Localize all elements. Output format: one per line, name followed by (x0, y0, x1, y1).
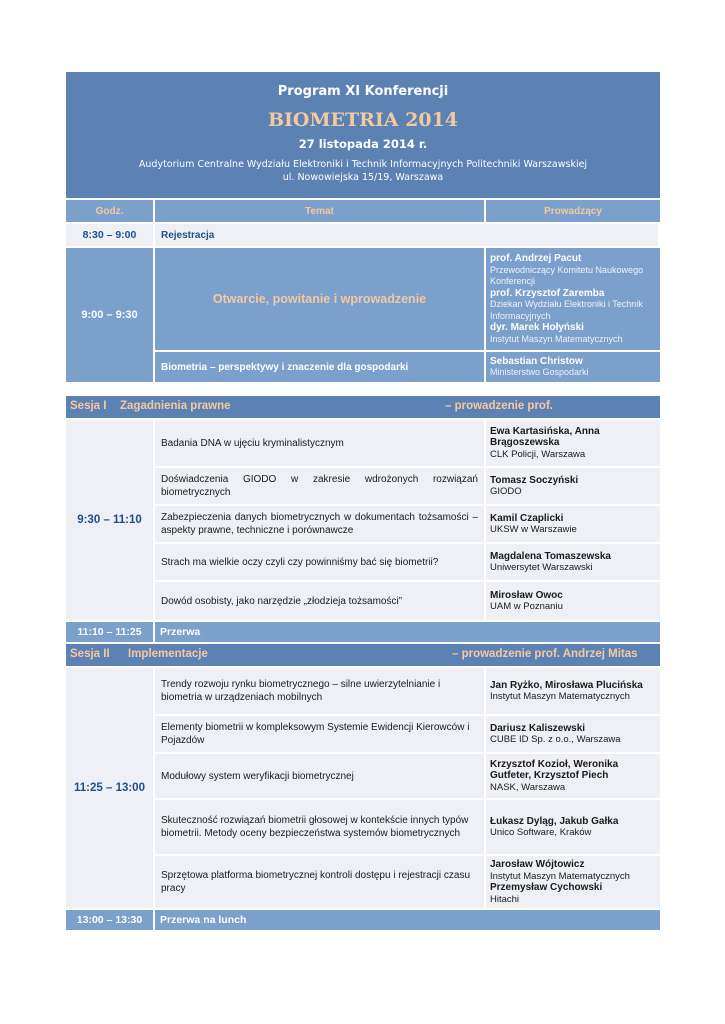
speaker-name: Jarosław Wójtowicz (490, 859, 585, 870)
opening-talk-row (66, 350, 660, 382)
session-1-moderator: – prowadzenie prof. (445, 400, 553, 412)
talk-topic: Badania DNA w ujęciu kryminalistycznym (155, 418, 486, 466)
talk-speaker (486, 580, 660, 620)
talk-speaker (486, 418, 660, 466)
talk-speaker (486, 798, 660, 854)
session-1-time: 9:30 – 11:10 (66, 418, 155, 620)
talk-speaker (486, 504, 660, 542)
talk-topic: Elementy biometrii w kompleksowym Systemie Ewidencji Kierowców i Pojazdów (155, 714, 486, 752)
schedule-table-part-3 (66, 666, 660, 930)
column-header-speaker: Prowadzący (486, 200, 660, 222)
table-row (66, 504, 660, 542)
speaker-affiliation: Instytut Maszyn Matematycznych (490, 691, 630, 702)
speaker-name: dyr. Marek Hołyński (490, 322, 584, 333)
opening-talk-topic: Biometria – perspektywy i znaczenie dla gospodarki (155, 350, 486, 382)
talk-topic: Modułowy system weryfikacji biometrycznej (155, 752, 486, 798)
speaker-affiliation: UKSW w Warszawie (490, 524, 577, 535)
speaker-affiliation: NASK, Warszawa (490, 781, 566, 793)
talk-topic: Dowód osobisty, jako narzędzie „złodzieja tożsamości” (155, 580, 486, 620)
speaker-role: Ministerstwo Gospodarki (490, 367, 589, 377)
table-row (66, 752, 660, 798)
opening-row (66, 246, 660, 350)
break-2-time: 13:00 – 13:30 (66, 908, 155, 930)
table-row (66, 418, 660, 466)
speaker-name: Mirosław Owoc (490, 589, 563, 601)
column-header-time: Godz. (66, 200, 155, 222)
program-header (66, 72, 660, 198)
session-2-label: Sesja II (70, 648, 110, 660)
break-row (66, 908, 660, 930)
table-row (66, 798, 660, 854)
talk-speaker (486, 542, 660, 580)
venue-line-1: Audytorium Centralne Wydziału Elektroniki i Technik Informacyjnych Politechniki Warszawskiej (138, 159, 588, 170)
speaker-role: Przewodniczący Komitetu Naukowego Konferencji (490, 264, 644, 286)
speaker-affiliation: GIODO (490, 486, 522, 497)
talk-topic: Zabezpieczenia danych biometrycznych w dokumentach tożsamości – aspekty prawne, techniczne i porównawcze (155, 504, 486, 542)
column-header-topic: Temat (155, 200, 486, 222)
schedule-table-part-1 (66, 200, 660, 382)
speaker-name: Przemysław Cychowski (490, 882, 603, 893)
speaker-affiliation: CLK Policji, Warszawa (490, 448, 586, 460)
table-row (66, 580, 660, 620)
conference-pretitle: Program XI Konferencji (277, 84, 449, 99)
break-2-label: Przerwa na lunch (155, 908, 660, 930)
speaker-name: Tomasz Soczyński (490, 474, 579, 486)
talk-speaker (486, 714, 660, 752)
opening-talk-speaker (486, 350, 660, 382)
talk-topic: Sprzętowa platforma biometrycznej kontroli dostępu i rejestracji czasu pracy (155, 854, 486, 908)
talk-topic: Doświadczenia GIODO w zakresie wdrożonych rozwiązań biometrycznych (155, 466, 486, 504)
registration-row (66, 222, 660, 246)
speaker-affiliation: CUBE ID Sp. z o.o., Warszawa (490, 734, 621, 745)
speaker-name: prof. Krzysztof Zaremba (490, 287, 605, 299)
conference-title: BIOMETRIA 2014 (267, 109, 459, 131)
session-1-header (66, 396, 660, 418)
speaker-role: Instytut Maszyn Matematycznych (490, 333, 623, 344)
speaker-name: Kamil Czaplicki (490, 512, 564, 524)
opening-time: 9:00 – 9:30 (66, 246, 155, 382)
speaker-name: Jan Ryżko, Mirosława Plucińska (490, 679, 643, 691)
talk-speaker (486, 466, 660, 504)
speaker-role: Dziekan Wydziału Elektroniki i Technik Informacyjnych (490, 299, 643, 321)
speaker-name: prof. Andrzej Pacut (490, 253, 582, 264)
session-2-time: 11:25 – 13:00 (66, 666, 155, 908)
table-row (66, 714, 660, 752)
session-2-header (66, 644, 660, 666)
break-1-time: 11:10 – 11:25 (66, 620, 155, 642)
speaker-affiliation: Instytut Maszyn Matematycznych (490, 870, 630, 882)
session-2-moderator: – prowadzenie prof. Andrzej Mitas (452, 648, 638, 660)
talk-topic: Skuteczność rozwiązań biometrii głosowej w kontekście innych typów biometrii. Metody oceny bezpieczeństwa systemów biometrycznych (155, 798, 486, 854)
speaker-name: Ewa Kartasińska, Anna Brągoszewska (490, 425, 600, 449)
talk-topic: Strach ma wielkie oczy czyli czy powinniśmy bać się biometrii? (155, 542, 486, 580)
session-1-label: Sesja I (70, 400, 107, 412)
table-row (66, 466, 660, 504)
speaker-name: Krzysztof Kozioł, Weronika Gutfeter, Krzysztof Piech (490, 758, 619, 782)
speaker-name: Magdalena Tomaszewska (490, 550, 611, 562)
registration-label: Rejestracja (155, 222, 660, 246)
talk-speaker (486, 666, 660, 714)
break-row (66, 620, 660, 642)
program-page (66, 72, 660, 930)
session-1-title: Zagadnienia prawne (120, 400, 231, 412)
speaker-affiliation: Unico Software, Kraków (490, 827, 592, 838)
speaker-affiliation: Hitachi (490, 893, 520, 905)
venue-line-2: ul. Nowowiejska 15/19, Warszawa (282, 172, 444, 183)
table-row (66, 666, 660, 714)
table-row (66, 854, 660, 908)
opening-speakers (486, 246, 660, 350)
speaker-affiliation: UAM w Poznaniu (490, 601, 563, 612)
talk-topic: Trendy rozwoju rynku biometrycznego – silne uwierzytelnianie i biometria w urządzeniach mobilnych (155, 666, 486, 714)
session-2-title: Implementacje (128, 648, 208, 660)
speaker-name: Łukasz Dyląg, Jakub Gałka (490, 815, 619, 827)
column-header-row (66, 200, 660, 222)
speaker-name: Sebastian Christow (490, 355, 583, 367)
break-1-label: Przerwa (155, 620, 660, 642)
talk-speaker (486, 752, 660, 798)
speaker-affiliation: Uniwersytet Warszawski (490, 562, 593, 573)
conference-date: 27 listopada 2014 r. (298, 137, 428, 151)
opening-topic: Otwarcie, powitanie i wprowadzenie (155, 246, 486, 350)
table-row (66, 542, 660, 580)
speaker-name: Dariusz Kaliszewski (490, 722, 586, 734)
schedule-table-part-2 (66, 418, 660, 642)
registration-time: 8:30 – 9:00 (66, 222, 155, 246)
talk-speaker (486, 854, 660, 908)
